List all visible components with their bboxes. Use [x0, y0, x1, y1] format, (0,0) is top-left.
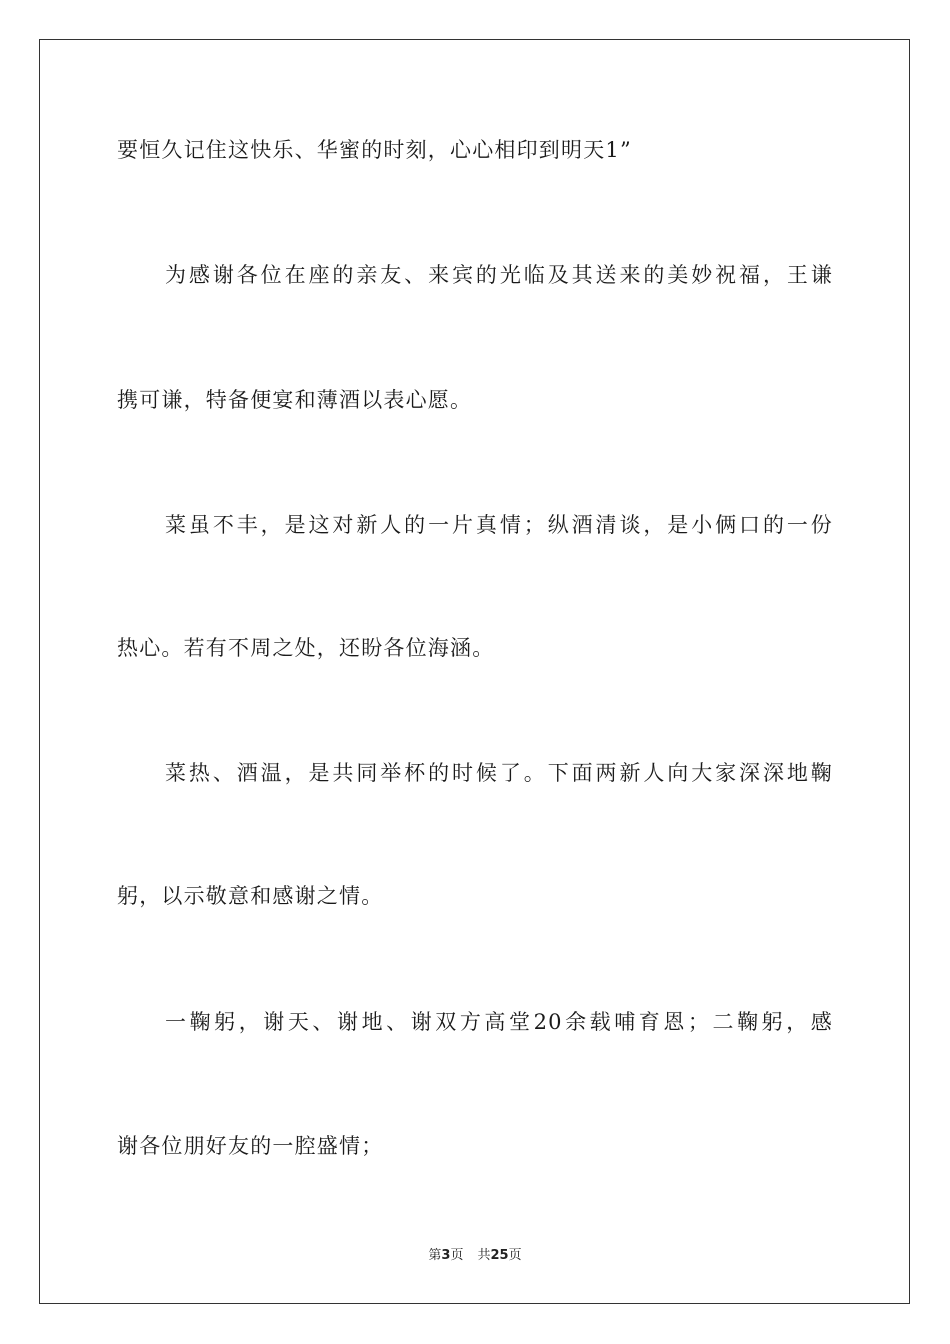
total-suffix: 页: [508, 1248, 522, 1263]
text-line-8: 一鞠躬，谢天、谢地、谢双方高堂20余载哺育恩；二鞠躬，感: [165, 1010, 833, 1034]
text-line-2: 为感谢各位在座的亲友、来宾的光临及其送来的美妙祝福，王谦: [165, 263, 833, 287]
page-prefix: 第: [428, 1248, 442, 1263]
text-line-7: 躬，以示敬意和感谢之情。: [117, 884, 384, 908]
total-prefix: 共: [477, 1248, 491, 1263]
page-number: 3: [441, 1248, 451, 1263]
text-line-5: 热心。若有不周之处，还盼各位海涵。: [117, 636, 495, 660]
text-line-4: 菜虽不丰，是这对新人的一片真情；纵酒清谈，是小俩口的一份: [165, 513, 833, 537]
total-pages: 25: [490, 1248, 509, 1263]
page-border: [39, 39, 910, 1304]
text-line-1: 要恒久记住这快乐、华蜜的时刻，心心相印到明天1”: [117, 138, 632, 162]
page-suffix: 页: [450, 1248, 464, 1263]
text-line-6: 菜热、酒温，是共同举杯的时候了。下面两新人向大家深深地鞠: [165, 761, 833, 785]
text-line-3: 携可谦，特备便宴和薄酒以表心愿。: [117, 388, 473, 412]
page-footer: [0, 1247, 950, 1265]
text-line-9: 谢各位朋好友的一腔盛情；: [117, 1134, 384, 1158]
